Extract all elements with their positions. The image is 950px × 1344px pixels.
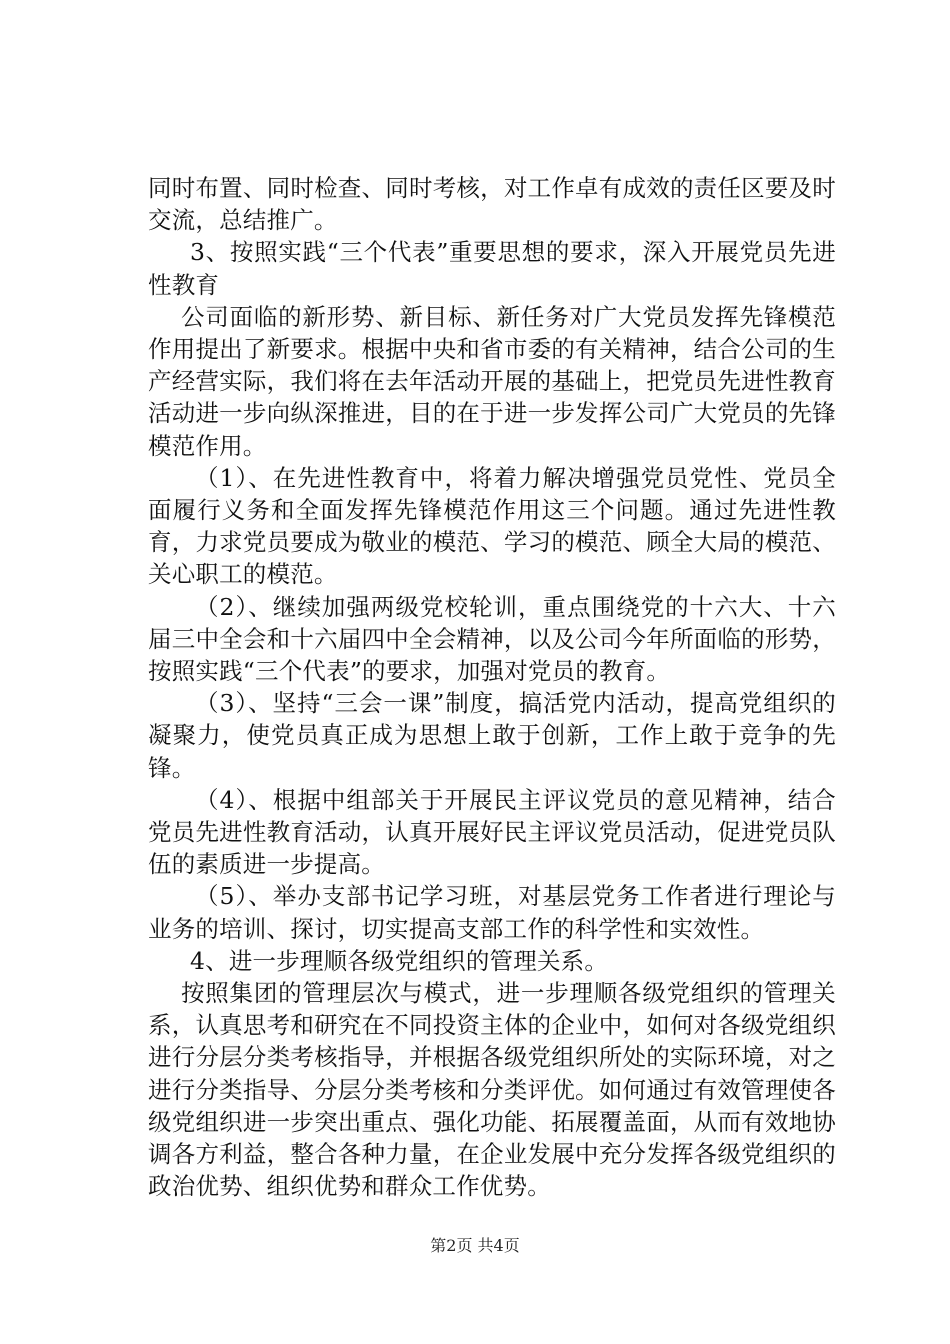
paragraph-continuation: 同时布置、同时检查、同时考核，对工作卓有成效的责任区要及时交流，总结推广。 [148, 174, 836, 235]
list-item-5: （5）、举办支部书记学习班，对基层党务工作者进行理论与业务的培训、探讨，切实提高支部工作的科学性和实效性。 [148, 882, 836, 943]
list-item-1: （1）、在先进性教育中，将着力解决增强党员党性、党员全面履行义务和全面发挥先锋模范作用这三个问题。通过先进性教育，力求党员要成为敬业的模范、学习的模范、顾全大局的模范、关心职工的模范。 [148, 463, 836, 589]
paragraph-management: 按照集团的管理层次与模式，进一步理顺各级党组织的管理关系，认真思考和研究在不同投资主体的企业中，如何对各级党组织进行分层分类考核指导，并根据各级党组织所处的实际环境，对之进行分类指导、分层分类考核和分类评优。如何通过有效管理使各级党组织进一步突出重点、强化功能、拓展覆盖面，从而有效地协调各方利益，整合各种力量，在企业发展中充分发挥各级党组织的政治优势、组织优势和群众工作优势。 [148, 979, 836, 1201]
page-footer: 第2页 共4页 [430, 1236, 520, 1255]
list-item-3: （3）、坚持“三会一课”制度，搞活党内活动，提高党组织的凝聚力，使党员真正成为思想上敢于创新，工作上敢于竞争的先锋。 [148, 689, 836, 782]
list-item-2: （2）、继续加强两级党校轮训，重点围绕党的十六大、十六届三中全会和十六届四中全会精神，以及公司今年所面临的形势，按照实践“三个代表”的要求，加强对党员的教育。 [148, 592, 836, 686]
paragraph-intro: 公司面临的新形势、新目标、新任务对广大党员发挥先锋模范作用提出了新要求。根据中央和省市委的有关精神，结合公司的生产经营实际，我们将在去年活动开展的基础上，把党员先进性教育活动进一步向纵深推进，目的在于进一步发挥公司广大党员的先锋模范作用。 [148, 302, 836, 460]
section-heading-4: 4、进一步理顺各级党组织的管理关系。 [190, 946, 609, 975]
list-item-4: （4）、根据中组部关于开展民主评议党员的意见精神，结合党员先进性教育活动，认真开展好民主评议党员活动，促进党员队伍的素质进一步提高。 [148, 785, 836, 879]
section-heading-3: 3、按照实践“三个代表”重要思想的要求，深入开展党员先进性教育 [148, 238, 836, 299]
document-body [148, 172, 836, 1203]
